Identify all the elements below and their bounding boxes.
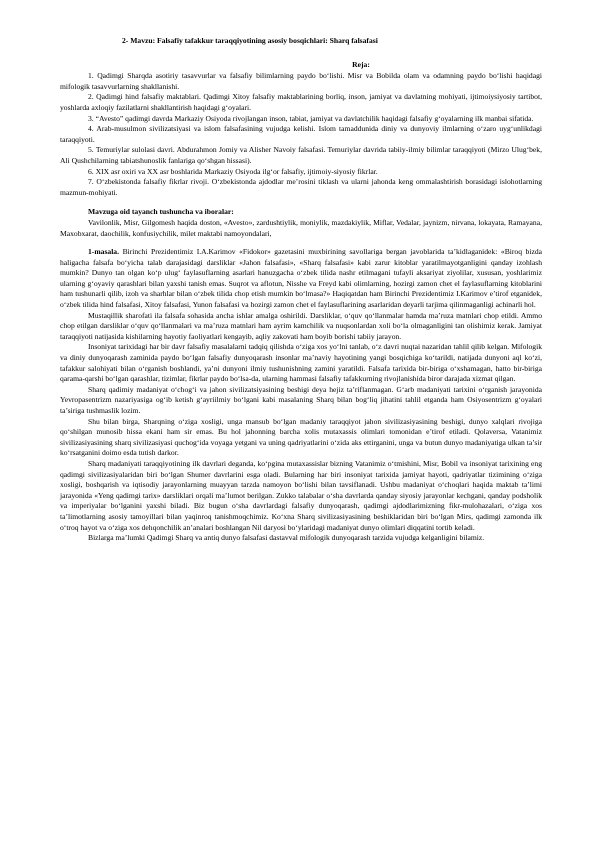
plan-heading: Reja: <box>352 59 370 69</box>
body-paragraph: 1-masala. Birinchi Prezidentimiz I.A.Karimov «Fidokor» gazetasini muxbirining savollariga bergan javoblarida ta’kidlaganidek: «Biroq bizda haligacha falsafa bo‘yicha talab darajasidagi darsliklar «Jahon falsafasi», «Sharq falsafasi» kabi zarur kitoblar yaratilmayotganligini qanday izohlash mumkin? Dunyo tan olgan ko‘p ulug‘ faylasuflarning asarlari hanuzgacha o‘zbek tilida nashr etilmagani tufayli aksariyat ziyolilar, xususan, yoshlarimiz ularning g‘oyaviy qarashlari bilan yaxshi tanish emas. Suqrot va aflotun, Nisshe va Freyd kabi olimlarning, hozirgi zamon chet el faylasuflarning kitoblarini ham tushunarli qilib, izoh va sharhlar bilan o‘zbek tilida chop etish mumkin bo‘lmasa?» Haqiqatdan ham Birinchi Prezidentimiz I.Karimov e’tirof etganidek, o‘zbek tilida hind falsafasi, Xitoy falsafasi, Yunon falsafasi va hozirgi zamon chet el faylasuflarining asarlaridan deyarli tarjima qilinmaganligi achinarli hol. <box>60 247 542 310</box>
body-paragraph: Sharq madaniyati taraqqiyotining ilk davrlari deganda, ko‘pgina mutaxassislar bizning Vatanimiz o‘tmishini, Misr, Bobil va insoniyat tarixining eng qadimgi sivilizasiyalaridan biri bo‘lgan Shumer davrlarini esga oladi. Bularning har biri insoniyat tarixida jamiyat hayoti, qadriyatlar tizimining o‘ziga xosligi, boshqarish va iqtisodiy jarayonlarning muayyan tarzda namoyon bo‘lishi bilan tavsiflanadi. Ushbu madaniyat o‘choqlari haqida maktab ta’limi jarayonida «Yeng qadimgi tarix» darsliklari orqali ma’lumot berilgan. Zukko talabalar o‘sha davrlarda qanday siyosiy jarayonlar kechgani, qanday podsholik va imperiyalar bo‘lganini yaxshi biladi. Biz bugun o‘sha davrlardagi falsafiy dunyoqarash, qadimgi ajdodlarimizning fikr-mulohazalari, o‘ziga xos ta’limotlarning asosiy tamoyillari bilan yaqinroq tanishmoqchimiz. Ko‘xna Sharq sivilizasiyasining beshiklaridan biri bo‘lgan Mirs, qadimgi zamonda ilk o‘troq hayot va o‘ziga xos dehqonchilik an’analari boshlangan Nil daryosi bo‘ylaridagi madaniyat dunyo olimlari diqqatini tortib keladi. <box>60 458 542 532</box>
keywords-heading: Mavzuga oid tayanch tushuncha va iboralar: <box>88 207 234 217</box>
document-title: 2- Mavzu: Falsafiy tafakkur taraqqiyotining asosiy bosqichlari: Sharq falsafasi <box>122 36 378 45</box>
keywords-paragraph: Vavilonlik, Misr, Gilgomesh haqida doston, «Avesto», zardushtiylik, moniylik, mazdakiylik, Miflar, Vedalar, jaynizm, nirvana, lokayata, Ramayana, Maxobxarat, daochilik, konfusiychilik, milet maktabi namoyondalari, <box>60 217 542 238</box>
document-page <box>60 36 542 544</box>
body-paragraph: Mustaqillik sharofati ila falsafa sohasida ancha ishlar amalga oshirildi. Darsliklar, o‘quv qo‘llanmalar hamda ma’ruza matnlari chop etildi. Ammo chop etilgan darsliklar o‘quv qo‘llanmalari va ma’ruza matnlari ham ayrim kamchilik va nuqsonlardan xoli bo‘la olmaganligini tan olishimiz kerak. Jamiyat taraqqiyoti natijasida kishilarning hayotiy faoliyatlari kengayib, aqliy zakovati ham boyib borishi tabiiy jarayon. <box>60 310 542 341</box>
plan-item: 4. Arab-musulmon sivilizatsiyasi va islom falsafasining vujudga kelishi. Islom tamaddunida diniy va dunyoviy ilmlarning o‘zaro uyg‘unlikdagi taraqqiyoti. <box>60 124 542 144</box>
body-paragraph: Bizlarga ma’lumki Qadimgi Sharq va antiq dunyo falsafasi dastavval mifologik dunyoqarash tarzida vujudga kelganligini bilamiz. <box>88 533 485 543</box>
body-paragraph: Insoniyat tarixidagi har bir davr falsafiy masalalarni tadqiq qilishda o‘ziga xos yo‘lni tanlab, o‘z davri nuqtai nazaridan tahlil qilib kelgan. Mifologik va diniy dunyoqarash zaminida paydo bo‘lgan falsafiy dunyoqarash insonlar ma’naviy hayotining yangi bosqichiga ko‘tarildi, natijada dunyoni aql ko‘zi, tafakkur salohiyati bilan o‘rganish boshlandi, ya’ni dunyoni ilmiy tushunishning zamini yaratildi. Falsafa tarixida bir-biriga o‘xshamagan, hatto bir-biriga qarama-qarshi bo‘lgan qarashlar, tizimlar, fikrlar paydo bo‘lsa-da, ularning hammasi falsafiy tafakkurning rivojlanishida biror darajada xizmat qilgan. <box>60 342 542 384</box>
issue-label: 1-masala. <box>88 247 120 257</box>
plan-list <box>60 71 542 198</box>
plan-item: 3. “Avesto” qadimgi davrda Markaziy Osiyoda rivojlangan inson, tabiat, jamiyat va davlatchilik haqidagi falsafiy g‘oyalarning ilk manbai sifatida. <box>88 113 534 123</box>
body-text <box>60 247 542 544</box>
body-paragraph: Sharq qadimiy madaniyat o‘chog‘i va jahon sivilizatsiyasining beshigi deya hejiz ta’riflanmagan. G‘arb madaniyati tarixini o‘rganish jarayonida Yevropasentrizm nazariyasiga og‘ib ketish g‘ayriilmiy bo‘lgani kabi masalaning Sharq bilan bog‘liq jihatini tahlil etganda ham Osiyosentrizm g‘oyalari ta’siriga tushmaslik lozim. <box>60 384 542 415</box>
body-paragraph: Shu bilan birga, Sharqning o‘ziga xosligi, unga mansub bo‘lgan madaniy taraqqiyot jahon sivilizasiyasining beshigi, dunyo xalqlari rivojiga qo‘shilgan munosib hissa ekani ham sir emas. Bu hol jahonning barcha xolis mutaxassis olimlari tomonidan e’tirof etiladi. Qolaversa, Vatanimiz sivilizasiyasining sharq sivilizasiyasi quchog‘ida voyaga yetgani va uning qadriyatlarini o‘zida aks ettirganini, unga va butun dunyo madaniyatiga ulkan ta’sir ko‘rsatganini doimo esda tutish darkor. <box>60 416 542 458</box>
plan-item: 7. O‘zbekistonda falsafiy fikrlar rivoji. O‘zbekistonda ajdodlar me’rosini tiklash va ularni jahonda keng ommalashtirish borasidagi islohotlarning mazmun-mohiyati. <box>60 177 542 197</box>
plan-item: 1. Qadimgi Sharqda asotiriy tasavvurlar va falsafiy bilimlarning paydo bo‘lishi. Misr va Bobilda olam va odamning paydo bo‘lishi haqidagi mifologik tasavvurlarning shakllanishi. <box>60 71 542 91</box>
plan-item: 5. Temuriylar sulolasi davri. Abdurahmon Jomiy va Alisher Navoiy falsafasi. Temuriylar davrida tabiiy-ilmiy bilimlar taraqqiyoti (Mirzo Ulug‘bek, Ali Qushchilarning tabiatshunoslik fanlariga qo‘shgan hissasi). <box>60 145 542 165</box>
plan-item: 2. Qadimgi hind falsafiy maktablari. Qadimgi Xitoy falsafiy maktablarining borliq, inson, jamiyat va davlatning mohiyati, ijtimoiysiyosiy tartibot, yoshlarda axloqiy fazilatlarni shakllantirish haqidagi g‘oyalari. <box>60 92 542 112</box>
plan-item: 6. XIX asr oxiri va XX asr boshlarida Markaziy Osiyoda ilg‘or falsafiy, ijtimoiy-siyosiy fikrlar. <box>88 166 378 176</box>
